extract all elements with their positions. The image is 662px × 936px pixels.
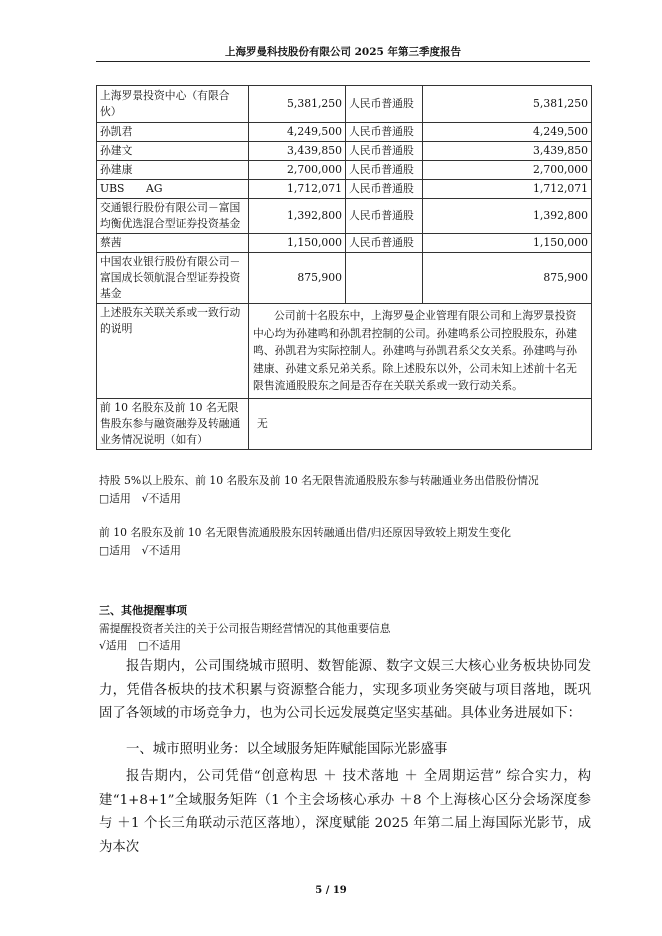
table-row [97, 398, 592, 449]
share-type: 人民币普通股 [346, 234, 423, 253]
table-row [97, 161, 592, 180]
report-header: 上海罗曼科技股份有限公司 2025 年第三季度报告 [224, 46, 462, 58]
share-type: 人民币普通股 [346, 123, 423, 142]
header-divider [96, 61, 590, 62]
holder-name: 孙建文 [97, 142, 249, 161]
note-option: □适用 √不适用 [99, 492, 181, 505]
table-row [97, 304, 592, 399]
share-count: 2,700,000 [423, 161, 592, 180]
subheading-lighting: 一、城市照明业务：以全域服务矩阵赋能国际光影盛事 [126, 742, 448, 757]
section-option: √适用 □不适用 [99, 639, 181, 652]
share-count: 1,150,000 [423, 234, 592, 253]
share-type: 人民币普通股 [346, 161, 423, 180]
table-row [97, 180, 592, 199]
body-paragraph: 报告期内，公司凭借“创意构思 ＋ 技术落地 ＋ 全周期运营” 综合实力，构建“1+8+1”全域服务矩阵（1 个主会场核心承办 ＋8 个上海核心区分会场深度参与 ＋1 个长三角联动示范区落地），深度赋能 2025 年第二届上海国际光影节，成为本次 [99, 769, 591, 855]
holder-shares: 5,381,250 [249, 86, 346, 123]
relation-label: 上述股东关联关系或一致行动的说明 [97, 304, 249, 399]
holder-shares: 1,712,071 [249, 180, 346, 199]
holder-name: UBS AG [97, 180, 249, 199]
share-type: 人民币普通股 [346, 142, 423, 161]
margin-text: 无 [249, 398, 592, 449]
holder-name: 上海罗景投资中心（有限合伙） [97, 86, 249, 123]
table-row [97, 123, 592, 142]
relation-text: 公司前十名股东中，上海罗曼企业管理有限公司和上海罗景投资中心均为孙建鸣和孙凯君控制的公司。孙建鸣系公司控股股东，孙建鸣、孙凯君为实际控制人。孙建鸣与孙凯君系父女关系。孙建鸣与孙建康、孙建文系兄弟关系。除上述股东以外，公司未知上述前十名无限售流通股股东之间是否存在关联关系或一致行动关系。 [249, 304, 592, 399]
holder-name: 交通银行股份有限公司－富国均衡优选混合型证券投资基金 [97, 199, 249, 234]
table-row [97, 199, 592, 234]
holder-name: 中国农业银行股份有限公司－富国成长领航混合型证券投资基金 [97, 253, 249, 304]
holder-name: 孙建康 [97, 161, 249, 180]
margin-label: 前 10 名股东及前 10 名无限售股东参与融资融券及转融通业务情况说明（如有） [97, 398, 249, 449]
table-row [97, 253, 592, 304]
share-type [346, 253, 423, 304]
share-count: 4,249,500 [423, 123, 592, 142]
holder-name: 孙凯君 [97, 123, 249, 142]
share-type: 人民币普通股 [346, 199, 423, 234]
holder-shares: 3,439,850 [249, 142, 346, 161]
page-number: 5 / 19 [315, 885, 347, 896]
holder-shares: 4,249,500 [249, 123, 346, 142]
table-row [97, 234, 592, 253]
shareholder-table [96, 85, 592, 450]
holder-shares: 875,900 [249, 253, 346, 304]
table-row [97, 142, 592, 161]
share-count: 5,381,250 [423, 86, 592, 123]
holder-shares: 2,700,000 [249, 161, 346, 180]
body-paragraph: 报告期内，公司围绕城市照明、数智能源、数字文娱三大核心业务板块协同发力，凭借各板块的技术积累与资源整合能力，实现多项业务突破与项目落地，既巩固了各领域的市场竞争力，也为公司长远发展奠定坚实基础。具体业务进展如下： [99, 659, 591, 721]
note-title: 持股 5%以上股东、前 10 名股东及前 10 名无限售流通股股东参与转融通业务出借股份情况 [99, 474, 539, 487]
table-row [97, 86, 592, 123]
share-type: 人民币普通股 [346, 86, 423, 123]
note-option: □适用 √不适用 [99, 544, 181, 557]
share-type: 人民币普通股 [346, 180, 423, 199]
share-count: 875,900 [423, 253, 592, 304]
share-count: 3,439,850 [423, 142, 592, 161]
share-count: 1,712,071 [423, 180, 592, 199]
share-count: 1,392,800 [423, 199, 592, 234]
holder-name: 蔡茜 [97, 234, 249, 253]
holder-shares: 1,392,800 [249, 199, 346, 234]
section-intro: 需提醒投资者关注的关于公司报告期经营情况的其他重要信息 [99, 622, 391, 635]
holder-shares: 1,150,000 [249, 234, 346, 253]
section-heading: 三、其他提醒事项 [99, 604, 187, 617]
note-title: 前 10 名股东及前 10 名无限售流通股股东因转融通出借/归还原因导致较上期发生变化 [99, 526, 511, 539]
